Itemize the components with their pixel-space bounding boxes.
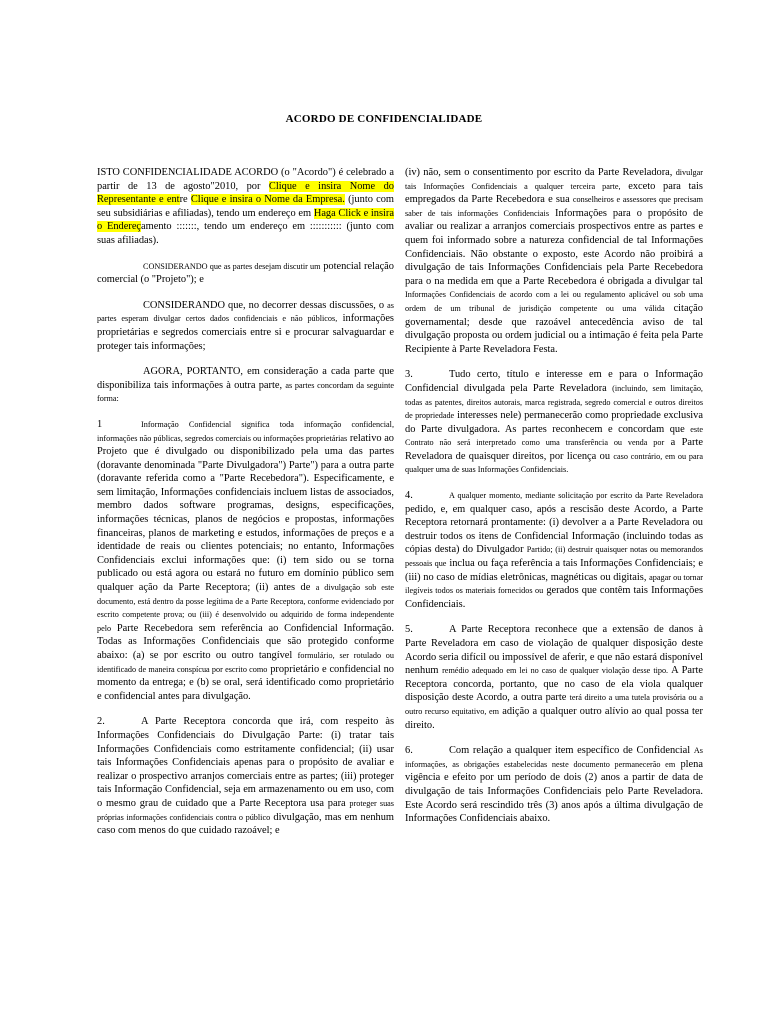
section-4-text-b: inclua ou faça referência a tais Informações Confidenciais; e (iii) no caso de mídias eletrônicas, magnéticas ou digitais, bbox=[405, 558, 703, 583]
section-4 bbox=[405, 489, 703, 611]
representative-name-field[interactable]: Clique e insira Nome do Representante e ent bbox=[97, 180, 394, 206]
right-column bbox=[405, 166, 703, 838]
continued-small-3: Informações Confidenciais de acordo com a lei ou regulamento aplicável ou sob uma ordem de um tribunal de jurisdição competente ou uma válida bbox=[405, 290, 703, 313]
considerando-2-text-b: informações proprietárias e segredos comerciais entre si e procurar salvaguardar e proteger tais informações; bbox=[97, 313, 394, 352]
address-field[interactable]: Haga Click e insira o Endereç bbox=[97, 207, 394, 233]
continued-text-d: citação governamental; desde que razoável antecedência aviso de tal divulgação proposta ou ordem judicial ou a intimação é feita pela Parte Recipiente à Parte Reveladora Festa. bbox=[405, 302, 703, 355]
document-title: ACORDO DE CONFIDENCIALIDADE bbox=[285, 113, 483, 125]
section-1-small-2: a divulgação sob este documento, está dentro da posse legítima de a Parte Receptora, conforme evidenciado por escrito competente prova; ou (iii) é desenvolvido ou adquirido de forma independente pelo bbox=[97, 583, 394, 633]
section-2-small: proteger suas próprias informações confidenciais contra o público bbox=[97, 798, 394, 822]
intro-text: ISTO CONFIDENCIALIDADE ACORDO (o "Acordo") é celebrado a partir de 13 de agosto"2010, por bbox=[97, 167, 394, 192]
section-3-small-3: caso contrário, em ou para qualquer uma de suas Informações Confidenciais. bbox=[405, 451, 703, 475]
section-6 bbox=[405, 744, 703, 826]
intro-text-tail: re bbox=[179, 194, 188, 206]
section-5-text: A Parte Receptora reconhece que a extensão de danos à Parte Reveladora em caso de violação de qualquer disposição deste Acordo seria difícil ou impossível de aferir, e que não estará disponível nenhum bbox=[405, 624, 703, 677]
considerando-1-small: CONSIDERANDO que as partes desejam discutir um bbox=[143, 261, 321, 271]
section-1 bbox=[97, 418, 394, 703]
section-5-text-c: adição a qualquer outro alívio ao qual possa ter direito. bbox=[405, 705, 703, 731]
considerando-2-text: CONSIDERANDO que, no decorrer dessas discussões, o bbox=[143, 299, 385, 311]
continued-small-1: divulgar tais Informações Confidenciais a qualquer terceira parte, bbox=[405, 168, 703, 191]
section-2-text-b: divulgação, mas em nenhum caso com menos do que cuidado razoável; e bbox=[97, 811, 394, 837]
section-1-small: Informação Confidencial significa toda informação confidencial, informações não públicas, segredos comerciais ou informações proprietárias bbox=[97, 419, 394, 443]
section-2-text: A Parte Receptora concorda que irá, com respeito às Informações Confidenciais do Divulgação Parte: (i) tratar tais Informações Confidenciais como estritamente confidencial; (ii) usar tais Informações Confidenciais apenas para o propósito de avaliar e realizar o prospectivo arranjos comerciais entre as partes; (iii) proteger tais Informação Confidencial, seja em armazenamento ou em uso, com o mesmo grau de cuidado que a Parte Receptora usa para bbox=[97, 716, 394, 809]
considerando-1 bbox=[97, 260, 394, 287]
section-5-small: remédio adequado em lei no caso de qualquer violação desse tipo. bbox=[442, 666, 669, 676]
intro-paragraph bbox=[97, 166, 394, 248]
section-2-number: 2. bbox=[97, 716, 105, 728]
agora-small: as partes concordam da seguinte forma: bbox=[97, 380, 394, 404]
section-4-text: pedido, e, em qualquer caso, após a rescisão deste Acordo, a Parte Receptora retornará prontamente: (i) devolver a a Parte Reveladora ou destruir todos os itens de Confidencial Informação (incluindo todas as cópias desta) do Divulgador bbox=[405, 503, 703, 556]
section-1-small-3: formulário, ser rotulado ou identificado de maneira conspícua por escrito como bbox=[97, 651, 394, 674]
agora-paragraph bbox=[97, 365, 394, 406]
section-2-continued bbox=[405, 166, 703, 356]
intro-text-b: (junto com seu subsidiárias e afiliadas), tendo um endereço em bbox=[97, 194, 394, 219]
section-1-text-c: proprietário e confidencial no momento da entrega; e (b) se oral, será identificado como proprietário e confidencial antes para divulgação. bbox=[97, 663, 394, 702]
section-5 bbox=[405, 623, 703, 732]
left-column bbox=[97, 166, 394, 850]
continued-text: (iv) não, sem o consentimento por escrito da Parte Reveladora, bbox=[405, 167, 673, 178]
section-4-number: 4. bbox=[405, 490, 413, 502]
section-3 bbox=[405, 368, 703, 477]
section-1-text: relativo ao Projeto que é divulgado ou disponibilizado pela uma das partes (doravante denominada "Parte Divulgadora") Parte") para a outra parte (doravante referida como a "Parte Recebedora"). Especificamente, e sem limitação, Informações confidenciais incluem listas de associados, membro dados software programas, designs, especificações, informações técnicas, planos de negócios e propostas, informações financeiras, planos de marketing e estudos, informações de preços e a identidade de reais ou clientes potenciais; no entanto, Informações Confidenciais exclui informações que: (i) tem sido ou se torna publicado ou está agora ou estará no futuro em domínio público sem qualquer ação da Parte Receptora; (ii) antes de bbox=[97, 432, 395, 594]
company-name-field[interactable]: Clique e insira o Nome da Empresa. bbox=[190, 194, 345, 206]
section-6-small: As informações, as obrigações estabelecidas neste documento permanecerão em bbox=[405, 746, 703, 769]
continued-small-2: conselheiros e assessores que precisam saber de tais informações Confidenciais bbox=[405, 195, 703, 218]
section-4-text-c: gerados que contêm tais Informações Confidenciais. bbox=[405, 585, 704, 610]
section-5-number: 5. bbox=[405, 624, 413, 636]
section-3-number: 3. bbox=[405, 369, 413, 381]
section-5-text-b: A Parte Receptora concorda, portanto, que no caso de ela viola qualquer disposição deste Acordo, a outra parte bbox=[405, 665, 703, 704]
section-6-number: 6. bbox=[405, 745, 413, 757]
continued-text-c: Informações para o propósito de avaliar ou realizar a arranjos comerciais prospectivos entre as partes e quem foi informado sobre a natureza confidencial de tal Informações Confidenciais. Não obstante o exposto, este Acordo não proibirá a divulgação de tais Informações Confidenciais pela Parte Recebedora para o na medida em que a Parte Recebedora é obrigada a divulgar tal bbox=[405, 207, 703, 287]
section-4-small: A qualquer momento, mediante solicitação por escrito da Parte Reveladora bbox=[449, 491, 703, 501]
section-6-text-b: plena vigência e efeito por um período de dois (2) anos a partir de data de divulgação de tais Informações Confidenciais pelo Parte Reveladora. Este Acordo será rescindido três (3) anos após a última divulgação de Informações Confidenciais abaixo. bbox=[405, 758, 703, 825]
section-5-small-2: terá direito a uma tutela provisória ou a outro recurso equitativo, em bbox=[405, 693, 704, 716]
section-3-small: (incluindo, sem limitação, todas as patentes, direitos autorais, marca registrada, segredo comercial e outros direitos de propriedade bbox=[405, 383, 703, 421]
agora-text: AGORA, PORTANTO, em consideração a cada parte que disponibiliza tais informações à outra parte, bbox=[97, 366, 394, 391]
continued-text-b: exceto para tais empregados da Parte Recebedora e sua bbox=[405, 180, 703, 206]
section-4-small-2: Partido; (ii) destruir quaisquer notas ou memorandos pessoais que bbox=[405, 545, 703, 569]
section-1-number: 1 bbox=[97, 418, 103, 430]
section-2 bbox=[97, 715, 394, 837]
considerando-2-small: as partes esperam divulgar certos dados confidenciais e não públicos, bbox=[97, 300, 394, 324]
section-6-text: Com relação a qualquer item específico de Confidencial bbox=[449, 745, 691, 757]
section-3-small-2: este Contrato não será interpretado como uma transferência ou venda por bbox=[405, 424, 703, 448]
considerando-2 bbox=[97, 299, 394, 353]
intro-text-c: amento :::::::, tendo um endereço em ::::::::::: (junto com suas afiliadas). bbox=[97, 221, 394, 246]
section-1-text-b: Parte Recebedora sem referência ao Confidencial Informação. Todas as Informações Confidenciais que são protegido conforme abaixo: (a) se por escrito ou outro tangível bbox=[97, 622, 394, 661]
considerando-1-text: potencial relação comercial (o "Projeto"); e bbox=[97, 260, 394, 286]
section-3-text-c: a Parte Reveladora de quaisquer direitos, por licença ou bbox=[405, 437, 704, 462]
section-4-small-3: apagar ou tornar ilegíveis todos os materiais fornecidos ou bbox=[405, 572, 703, 596]
section-3-text-b: interesses nele) permanecerão como propriedade exclusiva do Parte divulgadora. As partes reconhecem e concordam que bbox=[405, 410, 703, 435]
section-3-text: Tudo certo, título e interesse em e para o Informação Confidencial divulgada pela Parte Reveladora bbox=[405, 369, 703, 394]
